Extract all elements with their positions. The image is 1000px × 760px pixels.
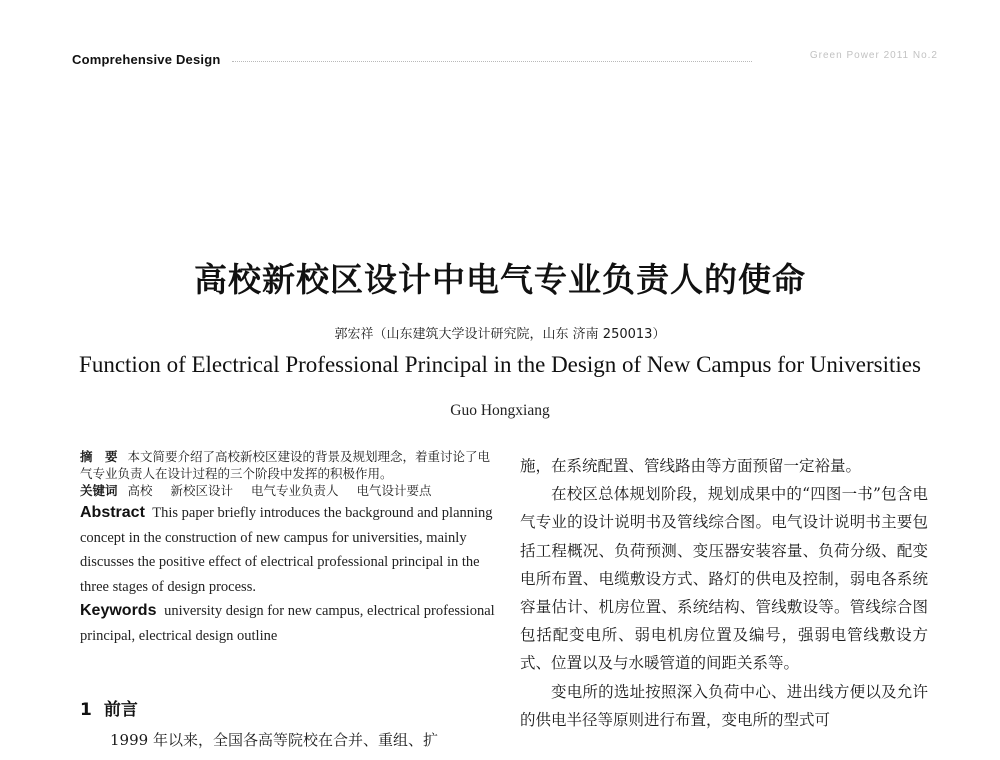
keywords-en-text: university design for new campus, electrical professional principal, electrical design outline	[80, 603, 495, 644]
journal-section-label: Comprehensive Design	[72, 52, 221, 67]
keyword-cn-item: 电气专业负责人	[251, 483, 339, 498]
keywords-cn	[80, 482, 495, 499]
keyword-cn-item: 高校	[127, 483, 153, 498]
author-affiliation-cn: 郭宏祥（山东建筑大学设计研究院，山东 济南 250013）	[334, 327, 666, 342]
abstract-en-text: This paper briefly introduces the background and planning concept in the construction of new campus for universities, mainly discusses the positive effect of electrical professional principal in the three stages of design process.	[80, 505, 493, 595]
article-title-en: Function of Electrical Professional Principal in the Design of New Campus for Universities	[79, 352, 921, 377]
body-paragraph: 变电所的选址按照深入负荷中心、进出线方便以及允许的供电半径等原则进行布置，变电所的型式可	[520, 682, 928, 729]
abstract-cn	[80, 448, 495, 482]
keywords-cn-label: 关键词	[80, 483, 118, 498]
section-heading	[80, 695, 138, 720]
left-column	[80, 448, 495, 648]
body-paragraph: 施，在系统配置、管线路由等方面预留一定裕量。	[520, 457, 862, 475]
abstract-cn-text: 本文简要介绍了高校新校区建设的背景及规划理念，着重讨论了电气专业负责人在设计过程的三个阶段中发挥的积极作用。	[80, 449, 491, 481]
keyword-cn-item: 电气设计要点	[356, 483, 432, 498]
body-paragraph: 在校区总体规划阶段，规划成果中的“四图一书”包含电气专业的设计说明书及管线综合图。电气设计说明书主要包括工程概况、负荷预测、变压器安装容量、负荷分级、配变电所布置、电缆敷设方式、路灯的供电及控制，弱电各系统容量估计、机房位置、系统结构、管线敷设等。管线综合图包括配变电所、弱电机房位置及编号，强弱电管线敷设方式、位置以及与水暖管道的间距关系等。	[520, 485, 928, 673]
right-column	[520, 452, 928, 734]
journal-issue-label: Green Power 2011 No.2	[809, 50, 938, 61]
section-title: 前言	[103, 700, 138, 720]
keyword-cn-item: 新校区设计	[170, 483, 234, 498]
section-body-text: 1999 年以来，全国各高等院校在合并、重组、扩	[110, 731, 438, 749]
article-title-cn: 高校新校区设计中电气专业负责人的使命	[194, 260, 806, 299]
keywords-en	[80, 599, 495, 648]
abstract-en-label: Abstract	[80, 504, 145, 521]
keywords-en-label: Keywords	[80, 602, 157, 619]
abstract-cn-label: 摘 要	[80, 449, 118, 464]
header-rule	[232, 61, 752, 62]
abstract-en	[80, 501, 495, 599]
author-name-en: Guo Hongxiang	[450, 402, 550, 419]
section-number: 1	[80, 700, 92, 720]
